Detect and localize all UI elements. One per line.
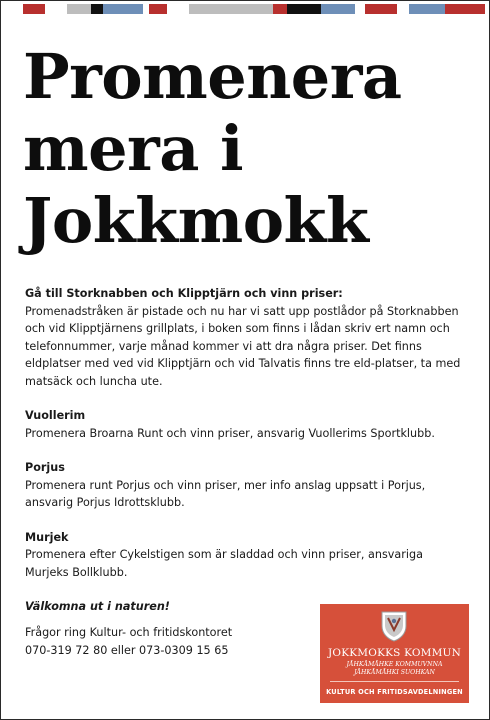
contact-line-1: Frågor ring Kultur- och fritidskontoret [25,626,233,639]
intro-body: Promenadstråken är pistade och nu har vi satt upp postlådor på Storknabben och vid Klipptjärnens grillplats, i boken som finns i lådan skriv ert namn och telefonnummer, varje månad kommer vi att dra några priser. Det finns eldplatser med ved vid Klipptjärn och vid Talvatis finns tre eld-platser, ta med matsäck och luncha ute. [25,304,461,388]
top-color-bar [5,4,485,14]
logo-sami-name-1: JÅHKÅMÅHKE KOMMUVNNA [346,661,443,668]
contact-info [25,624,232,659]
coat-of-arms-icon [380,610,408,642]
color-stripe [45,4,67,14]
poster-title [23,41,463,257]
logo-divider [330,681,459,682]
color-stripe [445,4,485,14]
logo-sami-name-2: JÅHKÅMÅHKI SUOHKAN [354,669,435,676]
contact-phone: 070-319 72 80 eller 073-0309 15 65 [25,643,229,657]
intro-heading: Gå till Storknabben och Klipptjärn och vinn priser: [25,287,343,300]
title-line-3: Jokkmokk [23,184,369,257]
color-stripe [409,4,445,14]
title-line-2: mera i [23,112,244,185]
color-stripe [287,4,321,14]
logo-department: KULTUR OCH FRITIDSAVDELNINGEN [326,688,463,696]
color-stripe [103,4,143,14]
color-stripe [397,4,409,14]
color-stripe [23,4,45,14]
section-heading-murjek: Murjek [25,530,69,544]
color-stripe [355,4,365,14]
closing-text: Välkomna ut i naturen! [25,600,170,613]
color-stripe [91,4,103,14]
color-stripe [189,4,273,14]
poster-content [25,285,470,616]
logo-name: JOKKMOKKS KOMMUN [328,647,461,659]
color-stripe [365,4,397,14]
color-stripe [5,4,23,14]
section-body-vuollerim: Promenera Broarna Runt och vinn priser, ansvarig Vuollerims Sportklubb. [25,426,435,440]
section-heading-vuollerim: Vuollerim [25,409,86,422]
color-stripe [321,4,355,14]
municipality-logo [320,604,469,703]
color-stripe [273,4,287,14]
section-body-murjek: Promenera efter Cykelstigen som är sladdad och vinn priser, ansvariga Murjeks Bollklubb. [25,548,423,579]
color-stripe [167,4,189,14]
section-body-porjus: Promenera runt Porjus och vinn priser, mer info anslag uppsatt i Porjus, ansvarig Porjus Idrottsklubb. [25,478,426,509]
color-stripe [149,4,167,14]
color-stripe [67,4,91,14]
section-heading-porjus: Porjus [25,461,65,474]
title-line-1: Promenera [23,40,402,113]
